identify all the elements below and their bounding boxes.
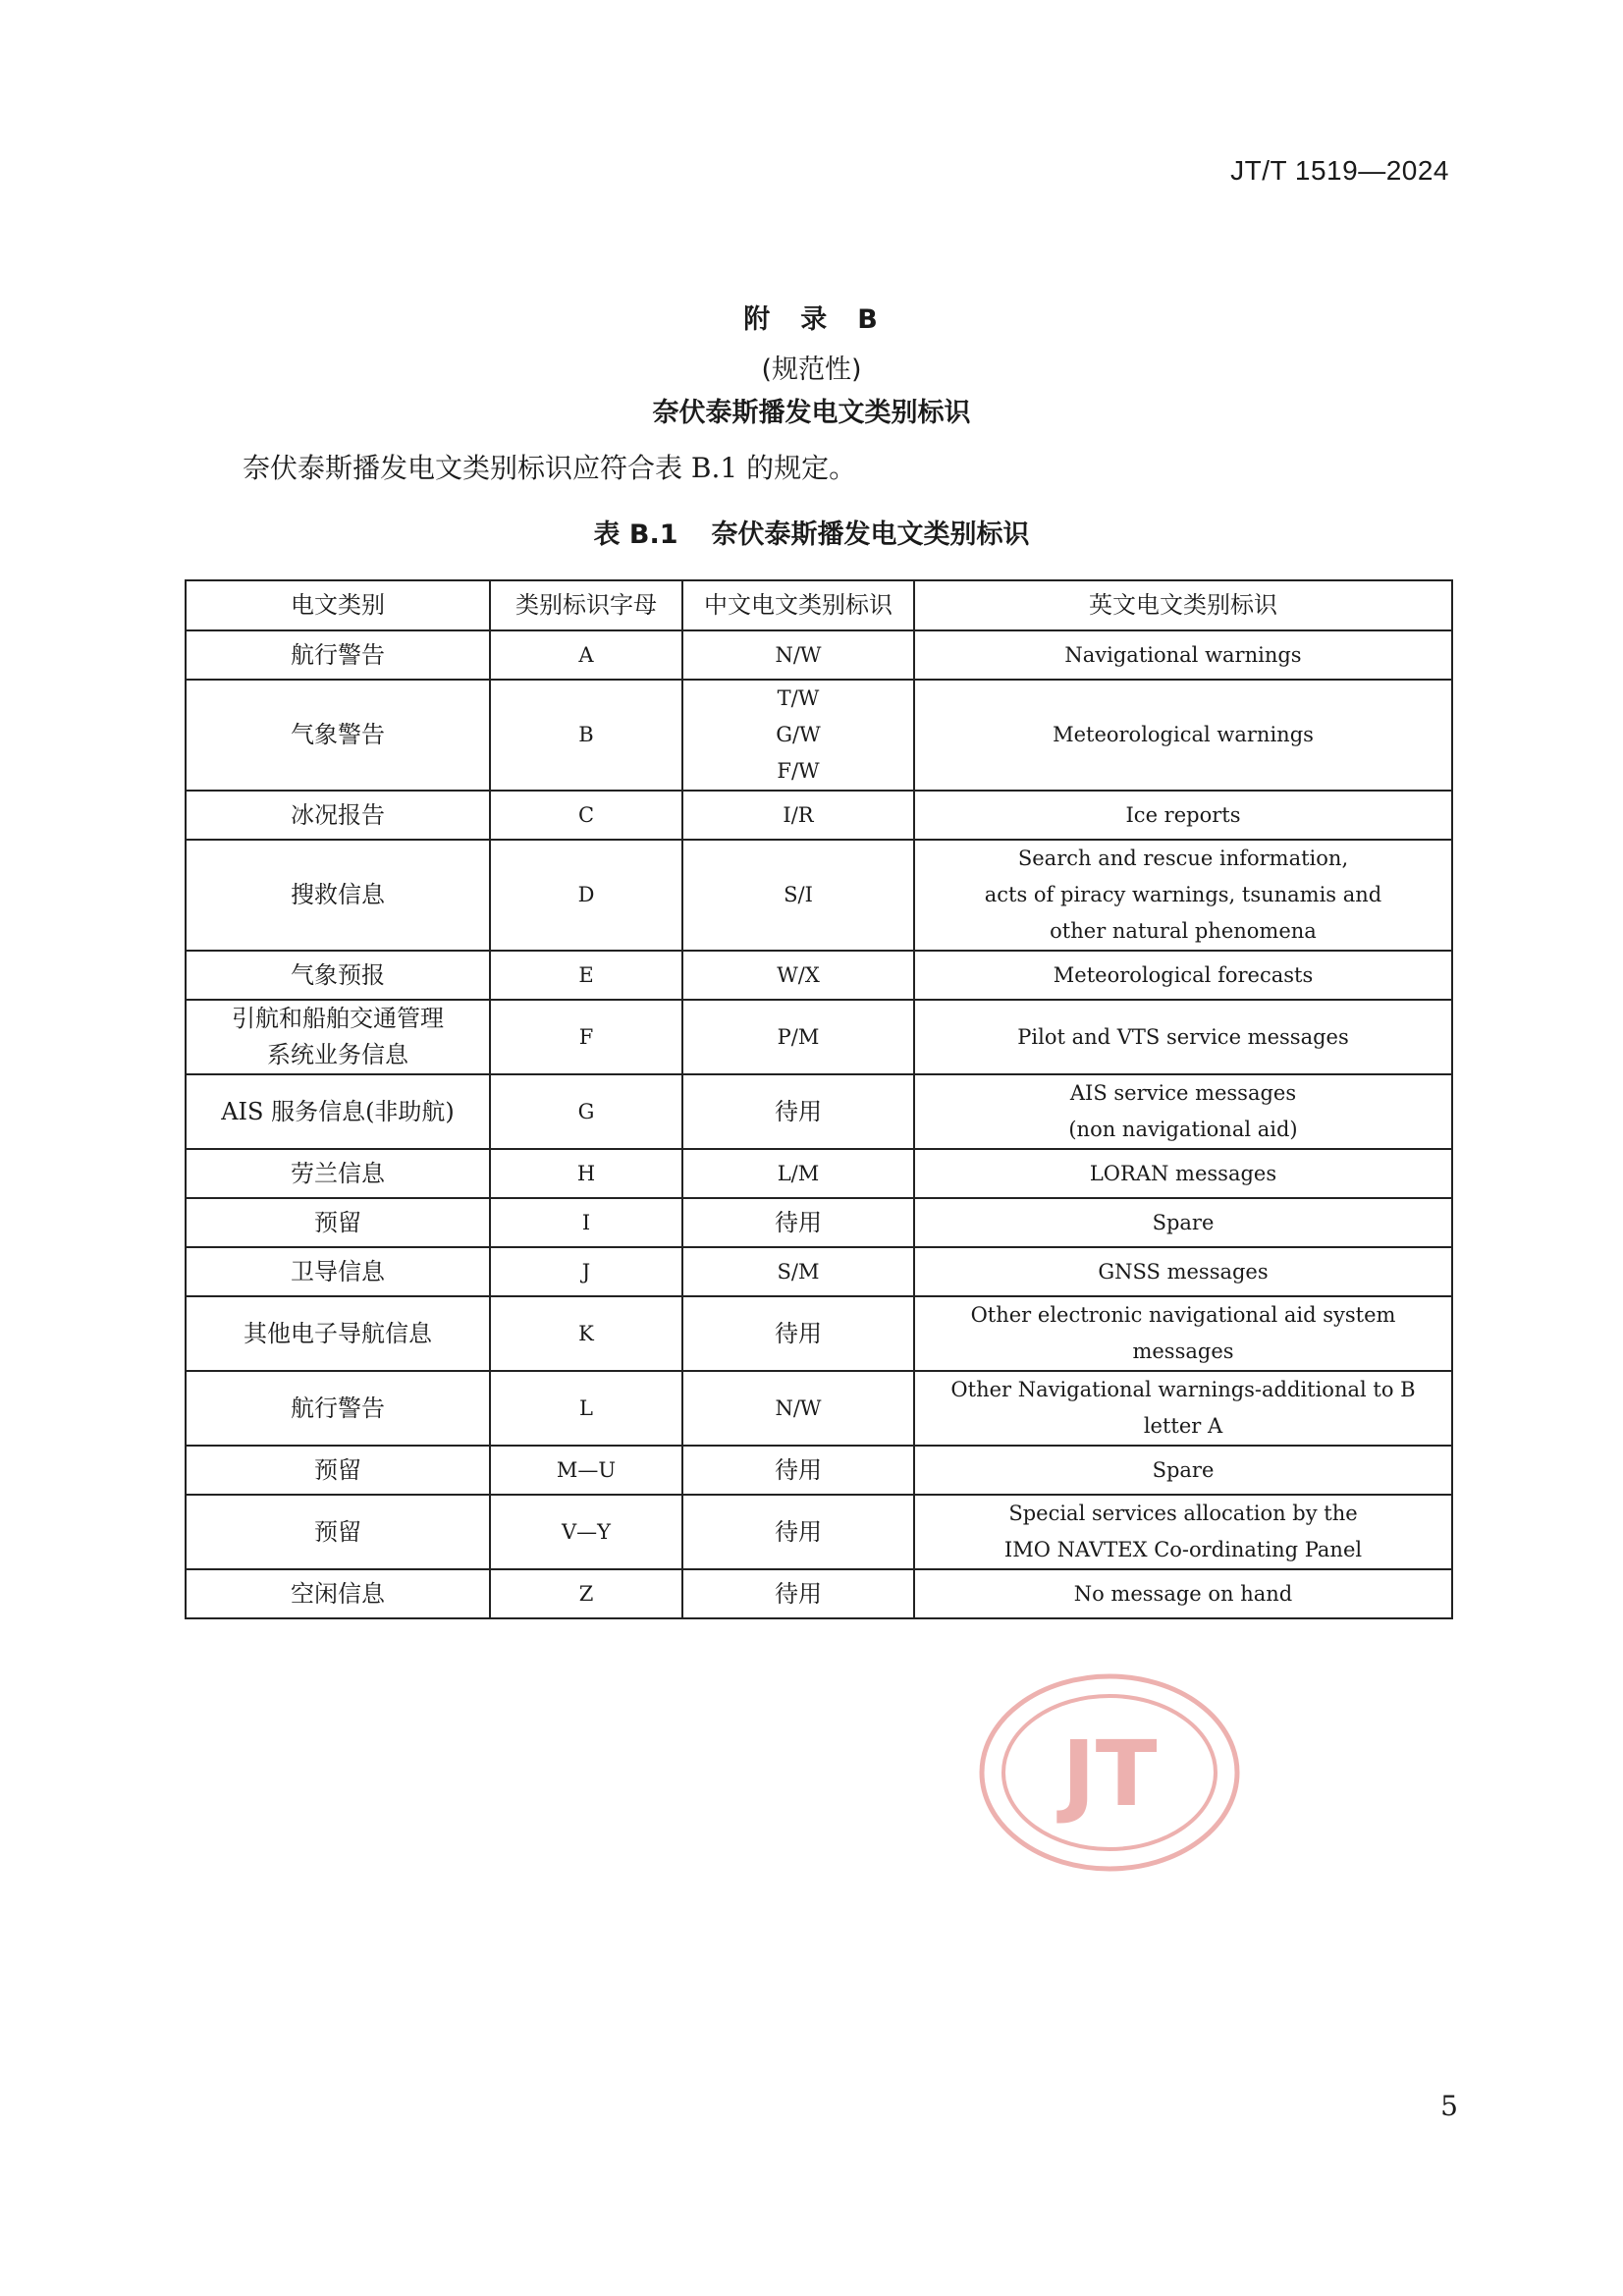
cell-letter: B	[490, 680, 682, 791]
cell-letter: M—U	[490, 1446, 682, 1495]
cell-letter: A	[490, 630, 682, 680]
appendix-label: 附 录 B	[743, 304, 880, 335]
cell-category	[186, 1495, 490, 1569]
cell-cn-id-line: 待用	[775, 1208, 822, 1236]
cell-category	[186, 1149, 490, 1198]
table-row	[186, 1247, 1452, 1296]
cell-letter: I	[490, 1198, 682, 1247]
cell-category	[186, 680, 490, 791]
cell-en-id-line: Search and rescue information,	[1017, 847, 1349, 870]
table-row	[186, 840, 1452, 951]
cell-letter: V—Y	[490, 1495, 682, 1569]
cell-en-id	[914, 1074, 1452, 1149]
cell-cn-id	[682, 1296, 914, 1371]
cell-en-id	[914, 1149, 1452, 1198]
cell-cn-id	[682, 791, 914, 840]
cell-en-id-line: Special services allocation by the	[1008, 1502, 1358, 1525]
cell-letter: E	[490, 951, 682, 1000]
cell-cn-id-line: G/W	[776, 723, 821, 746]
cell-en-id	[914, 1495, 1452, 1569]
cell-category	[186, 791, 490, 840]
cell-cn-id-line: S/I	[784, 883, 813, 906]
cell-category-line: 预留	[314, 1517, 361, 1546]
cell-category-line: 航行警告	[291, 640, 385, 669]
cell-en-id	[914, 791, 1452, 840]
cell-cn-id-line: 待用	[775, 1455, 822, 1484]
cell-cn-id	[682, 680, 914, 791]
cell-cn-id-line: 待用	[775, 1097, 822, 1125]
cell-category	[186, 1446, 490, 1495]
cell-en-id-line: acts of piracy warnings, tsunamis and	[984, 883, 1382, 906]
cell-category	[186, 1247, 490, 1296]
standard-code: JT/T 1519—2024	[1230, 155, 1449, 186]
cell-en-id-line: (non navigational aid)	[1068, 1118, 1298, 1141]
cell-category-line: 预留	[314, 1208, 361, 1236]
cell-letter: Z	[490, 1569, 682, 1618]
cell-en-id-line: Meteorological warnings	[1053, 723, 1314, 746]
table-row	[186, 951, 1452, 1000]
cell-en-id-line: Meteorological forecasts	[1053, 962, 1314, 987]
cell-category-line: 空闲信息	[291, 1579, 385, 1608]
table-row	[186, 1000, 1452, 1074]
cell-en-id-line: Other Navigational warnings-additional to B letter A	[950, 1378, 1416, 1438]
seal-text: JT	[1061, 1722, 1158, 1827]
cell-category-line: 系统业务信息	[267, 1041, 408, 1068]
cell-letter: F	[490, 1000, 682, 1074]
cell-category-line: 预留	[314, 1455, 361, 1484]
cell-category	[186, 1074, 490, 1149]
cell-en-id-line: Navigational warnings	[1064, 642, 1302, 667]
cell-cn-id-line: I/R	[783, 802, 814, 827]
table-row	[186, 1569, 1452, 1618]
cell-en-id	[914, 951, 1452, 1000]
cell-category-line: 冰况报告	[291, 800, 385, 829]
table-row	[186, 680, 1452, 791]
table-caption-number: 表 B.1	[593, 519, 678, 550]
table-row	[186, 1495, 1452, 1569]
cell-letter: J	[490, 1247, 682, 1296]
cell-cn-id-line: L/M	[777, 1161, 820, 1185]
cell-en-id-line: GNSS messages	[1098, 1259, 1269, 1284]
page-number: 5	[1440, 2090, 1458, 2122]
cell-cn-id-line: W/X	[777, 962, 820, 987]
cell-cn-id	[682, 840, 914, 951]
cell-en-id-line: other natural phenomena	[1050, 919, 1317, 943]
table-row	[186, 1446, 1452, 1495]
table-row	[186, 1074, 1452, 1149]
table-row	[186, 1149, 1452, 1198]
cell-category	[186, 951, 490, 1000]
table-row	[186, 791, 1452, 840]
cell-en-id-line: Spare	[1152, 1457, 1215, 1482]
cell-en-id	[914, 1371, 1452, 1446]
cell-category-line: AIS 服务信息(非助航)	[221, 1097, 455, 1125]
table-caption	[0, 513, 1623, 551]
cell-en-id	[914, 680, 1452, 791]
cell-letter: G	[490, 1074, 682, 1149]
cell-en-id-line: AIS service messages	[1069, 1081, 1297, 1105]
cell-category	[186, 840, 490, 951]
cell-cn-id	[682, 951, 914, 1000]
appendix-normative: (规范性)	[761, 355, 862, 385]
cell-letter: H	[490, 1149, 682, 1198]
cell-en-id	[914, 1446, 1452, 1495]
col-header-cn-id: 中文电文类别标识	[682, 580, 914, 630]
cell-category-line: 劳兰信息	[291, 1159, 385, 1187]
cell-cn-id-line: N/W	[775, 642, 822, 667]
cell-category-line: 卫导信息	[291, 1257, 385, 1285]
cell-letter: L	[490, 1371, 682, 1446]
cell-category	[186, 1296, 490, 1371]
cell-category-line: 气象预报	[291, 960, 385, 989]
jt-seal	[972, 1669, 1247, 1876]
table-header-row	[186, 580, 1452, 630]
cell-en-id	[914, 1569, 1452, 1618]
cell-cn-id-line: N/W	[775, 1395, 822, 1420]
cell-letter: D	[490, 840, 682, 951]
category-table	[185, 579, 1453, 1619]
cell-en-id	[914, 1296, 1452, 1371]
cell-category	[186, 1371, 490, 1446]
cell-category	[186, 630, 490, 680]
cell-cn-id	[682, 1495, 914, 1569]
cell-letter: K	[490, 1296, 682, 1371]
table-row	[186, 1198, 1452, 1247]
cell-en-id-line: LORAN messages	[1089, 1161, 1277, 1185]
cell-en-id-line: Spare	[1152, 1210, 1215, 1234]
col-header-letter: 类别标识字母	[490, 580, 682, 630]
cell-en-id	[914, 840, 1452, 951]
cell-cn-id	[682, 1247, 914, 1296]
cell-en-id-line: Pilot and VTS service messages	[1017, 1024, 1349, 1049]
table-row	[186, 1296, 1452, 1371]
cell-en-id-line: Ice reports	[1125, 802, 1241, 827]
cell-category-line: 其他电子导航信息	[243, 1319, 432, 1347]
cell-cn-id-line: 待用	[775, 1517, 822, 1546]
cell-en-id-line: IMO NAVTEX Co-ordinating Panel	[1003, 1538, 1363, 1561]
cell-category-line: 气象警告	[291, 721, 385, 748]
cell-cn-id	[682, 1000, 914, 1074]
cell-en-id	[914, 1247, 1452, 1296]
cell-cn-id-line: 待用	[775, 1319, 822, 1347]
cell-category	[186, 1000, 490, 1074]
cell-cn-id	[682, 1074, 914, 1149]
cell-cn-id	[682, 1446, 914, 1495]
table-row	[186, 1371, 1452, 1446]
cell-category-line: 引航和船舶交通管理	[232, 1005, 444, 1032]
cell-en-id	[914, 630, 1452, 680]
cell-category-line: 搜救信息	[291, 881, 385, 908]
appendix-title: 奈伏泰斯播发电文类别标识	[652, 398, 971, 428]
cell-category-line: 航行警告	[291, 1394, 385, 1422]
cell-category	[186, 1569, 490, 1618]
cell-en-id-line: No message on hand	[1073, 1581, 1293, 1606]
intro-paragraph: 奈伏泰斯播发电文类别标识应符合表 B.1 的规定。	[243, 452, 857, 484]
cell-cn-id	[682, 630, 914, 680]
cell-cn-id-line: P/M	[777, 1024, 820, 1049]
cell-cn-id-line: S/M	[777, 1259, 820, 1284]
cell-cn-id	[682, 1569, 914, 1618]
cell-en-id	[914, 1198, 1452, 1247]
table-row	[186, 630, 1452, 680]
col-header-category: 电文类别	[186, 580, 490, 630]
cell-category	[186, 1198, 490, 1247]
cell-en-id-line: Other electronic navigational aid system messages	[970, 1303, 1396, 1363]
cell-cn-id-line: 待用	[775, 1579, 822, 1608]
cell-letter: C	[490, 791, 682, 840]
cell-cn-id	[682, 1149, 914, 1198]
table-caption-title: 奈伏泰斯播发电文类别标识	[711, 519, 1030, 550]
cell-cn-id-line: T/W	[777, 686, 820, 710]
cell-cn-id	[682, 1371, 914, 1446]
cell-en-id	[914, 1000, 1452, 1074]
cell-cn-id	[682, 1198, 914, 1247]
cell-cn-id-line: F/W	[777, 759, 820, 783]
table-body	[186, 630, 1452, 1618]
col-header-en-id: 英文电文类别标识	[914, 580, 1452, 630]
